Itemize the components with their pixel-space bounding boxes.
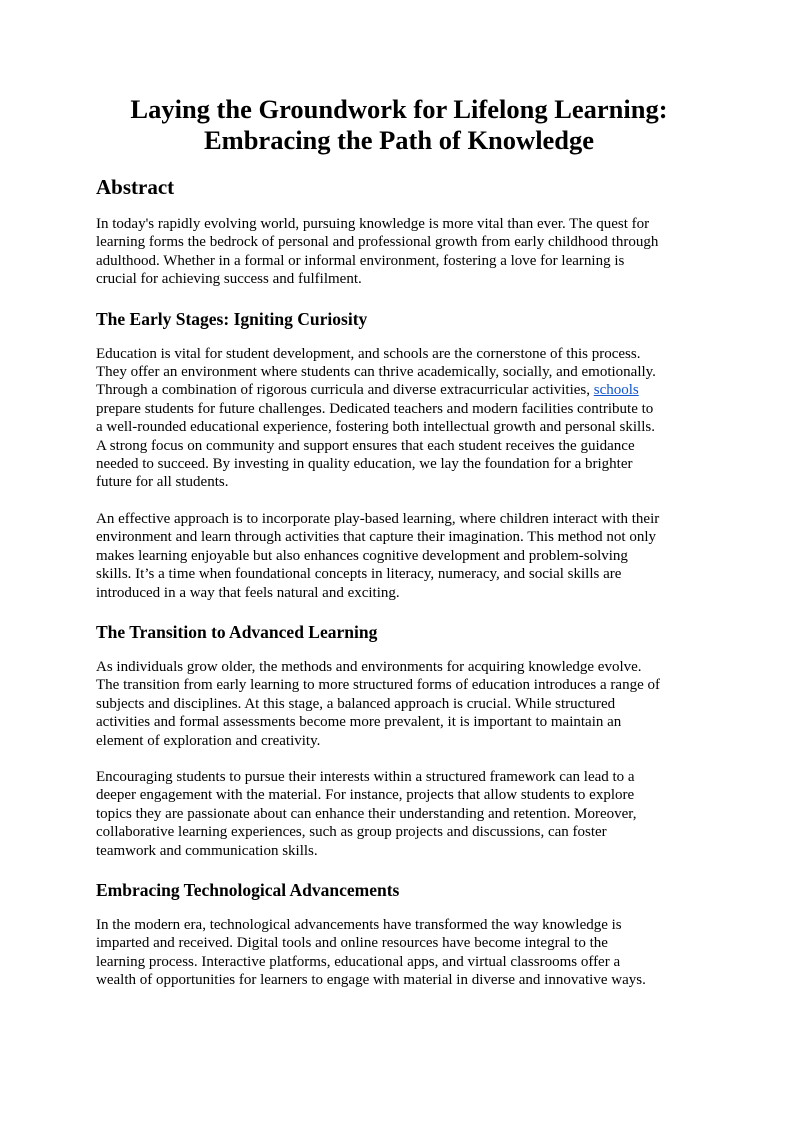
- schools-link[interactable]: schools: [593, 382, 639, 399]
- text-line: imparted and received. Digital tools and online resources have become integral to the: [96, 935, 608, 952]
- text-line: crucial for achieving success and fulfilment.: [96, 271, 362, 288]
- text-line: future for all students.: [96, 474, 229, 491]
- section-heading-technology: Embracing Technological Advancements: [96, 879, 400, 900]
- text-line: In the modern era, technological advancements have transformed the way knowledge is: [96, 916, 622, 933]
- technology-paragraph-1: [96, 916, 702, 990]
- text-line: learning forms the bedrock of personal and professional growth from early childhood through: [96, 234, 659, 251]
- text-line: In today's rapidly evolving world, pursuing knowledge is more vital than ever. The quest for: [96, 216, 650, 232]
- title-line: Embracing the Path of Knowledge: [203, 125, 595, 155]
- abstract-paragraph: [96, 215, 702, 289]
- document-body: [96, 94, 702, 990]
- text-line: subjects and disciplines. At this stage, a balanced approach is crucial. While structured: [96, 695, 616, 712]
- text-line: The transition from early learning to more structured forms of education introduces a range of: [96, 677, 660, 694]
- early-stages-paragraph-1: [96, 345, 702, 492]
- text-line: Encouraging students to pursue their interests within a structured framework can lead to a: [96, 768, 635, 785]
- title-line: Laying the Groundwork for Lifelong Learning:: [130, 94, 668, 124]
- text-line: collaborative learning experiences, such as group projects and discussions, can foster: [96, 824, 607, 841]
- text-line: activities and formal assessments become more prevalent, it is important to maintain an: [96, 714, 622, 731]
- advanced-learning-paragraph-2: [96, 768, 702, 860]
- early-stages-paragraph-2: [96, 510, 702, 602]
- abstract-heading: Abstract: [96, 175, 175, 199]
- text-line: learning process. Interactive platforms, educational apps, and virtual classrooms offer a: [96, 953, 621, 970]
- text-line: Education is vital for student development, and schools are the cornerstone of this process.: [96, 345, 641, 362]
- text-line: skills. It’s a time when foundational concepts in literacy, numeracy, and social skills are: [96, 566, 622, 583]
- section-heading-advanced-learning: The Transition to Advanced Learning: [96, 621, 378, 642]
- text-line: [96, 381, 702, 399]
- text-line: a well-rounded educational experience, fostering both intellectual growth and personal skills.: [96, 419, 655, 436]
- text-line: makes learning enjoyable but also enhances cognitive development and problem-solving: [96, 547, 628, 564]
- advanced-learning-paragraph-1: [96, 658, 702, 750]
- text-line: wealth of opportunities for learners to engage with material in diverse and innovative ways.: [96, 972, 646, 989]
- text-line: element of exploration and creativity.: [96, 732, 321, 749]
- text-line: As individuals grow older, the methods and environments for acquiring knowledge evolve.: [96, 658, 642, 675]
- text-line: teamwork and communication skills.: [96, 842, 318, 859]
- text-line: prepare students for future challenges. Dedicated teachers and modern facilities contribute to: [96, 400, 654, 417]
- section-heading-early-stages: The Early Stages: Igniting Curiosity: [96, 308, 368, 329]
- text-line: needed to succeed. By investing in quality education, we lay the foundation for a brighter: [96, 456, 633, 473]
- text-line: A strong focus on community and support ensures that each student receives the guidance: [96, 437, 635, 454]
- text-line: topics they are passionate about can enhance their understanding and retention. Moreover,: [96, 805, 637, 822]
- document-title: [86, 94, 712, 156]
- text-line: adulthood. Whether in a formal or informal environment, fostering a love for learning is: [96, 252, 625, 269]
- text-line: environment and learn through activities that capture their imagination. This method not only: [96, 529, 657, 546]
- text-line: They offer an environment where students can thrive academically, socially, and emotionally.: [96, 364, 656, 381]
- text-line: introduced in a way that feels natural and exciting.: [96, 584, 400, 601]
- text-line: An effective approach is to incorporate play-based learning, where children interact with their: [96, 510, 660, 527]
- text-fragment: Through a combination of rigorous curricula and diverse extracurricular activities,: [96, 382, 594, 399]
- text-line: deeper engagement with the material. For instance, projects that allow students to explore: [96, 787, 635, 804]
